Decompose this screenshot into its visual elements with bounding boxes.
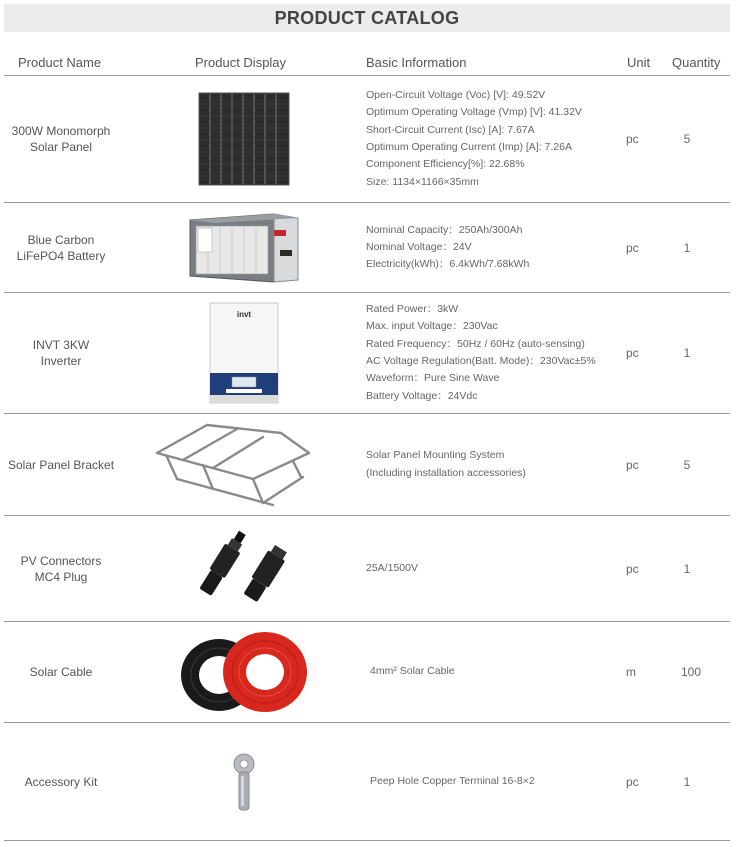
info-line: Solar Panel Mounting System — [366, 449, 505, 462]
product-unit: pc — [626, 240, 639, 255]
product-info — [366, 293, 616, 413]
inverter-image — [208, 301, 280, 405]
product-name-line: Blue Carbon — [27, 232, 95, 247]
product-info — [366, 516, 616, 621]
cable-image — [179, 627, 309, 717]
product-quantity: 5 — [683, 457, 691, 472]
header-unit: Unit — [627, 55, 651, 70]
product-info — [366, 414, 616, 515]
product-name-line: Solar Panel Bracket — [7, 457, 115, 472]
product-name — [4, 293, 118, 413]
header-product-display: Product Display — [195, 55, 287, 70]
header-quantity: Quantity — [672, 55, 721, 70]
header-basic-information: Basic Information — [366, 55, 467, 70]
inverter-brand-logo: invt — [236, 310, 252, 319]
info-line: Rated Power：3kW — [366, 303, 459, 316]
product-display — [150, 414, 320, 515]
product-name-line: PV Connectors — [20, 553, 102, 568]
product-name — [4, 622, 118, 722]
info-line: Max. input Voltage：230Vac — [366, 320, 498, 333]
product-display — [154, 76, 334, 202]
table-row — [4, 76, 730, 202]
info-line: AC Voltage Regulation(Batt. Mode)：230Vac±5% — [366, 355, 596, 367]
product-display — [154, 622, 334, 722]
info-line: Battery Voltage：24Vdc — [366, 389, 478, 402]
product-name-line: LiFePO4 Battery — [16, 248, 106, 263]
info-line: Short-Circuit Current (Isc) [A]: 7.67A — [366, 123, 535, 136]
product-name-line: Accessory Kit — [24, 774, 98, 789]
product-quantity: 5 — [683, 132, 691, 146]
info-line: Nominal Voltage：24V — [366, 240, 472, 253]
product-display — [154, 293, 334, 413]
info-line: Peep Hole Copper Terminal 16-8×2 — [370, 774, 535, 787]
product-name-line: Solar Panel — [29, 140, 93, 154]
connector-image — [189, 529, 299, 609]
product-name — [4, 723, 118, 840]
info-line: Optimum Operating Current (Imp) [A]: 7.26A — [366, 141, 572, 153]
info-line: 4mm² Solar Cable — [370, 665, 455, 678]
info-line: Size: 1134×1166×35mm — [366, 175, 479, 188]
solar-panel-image — [198, 92, 290, 186]
product-name — [4, 76, 118, 202]
info-line: 25A/1500V — [366, 561, 418, 574]
product-unit: pc — [626, 132, 639, 146]
product-info — [366, 76, 616, 202]
product-name-line: 300W Monomorph — [11, 124, 111, 138]
info-line: Electricity(kWh)：6.4kWh/7.68kWh — [366, 258, 530, 271]
product-quantity: 1 — [683, 561, 691, 576]
product-info — [366, 203, 616, 292]
product-info — [370, 723, 620, 840]
product-unit: m — [626, 665, 636, 679]
product-unit: pc — [626, 561, 639, 576]
product-name-line: INVT 3KW — [32, 338, 90, 352]
table-row — [4, 203, 730, 292]
product-display — [154, 516, 334, 621]
product-quantity: 100 — [680, 665, 702, 679]
info-line: Open-Circuit Voltage (Voc) [V]: 49.52V — [366, 89, 546, 102]
bracket-image — [153, 419, 317, 511]
product-name-line: Inverter — [40, 354, 82, 368]
product-quantity: 1 — [683, 346, 691, 360]
info-line: Rated Frequency：50Hz / 60Hz (auto-sensing) — [366, 337, 585, 350]
table-row — [4, 293, 730, 413]
table-row — [4, 414, 730, 515]
product-unit: pc — [626, 774, 639, 789]
product-display — [154, 203, 334, 292]
catalog-title: PRODUCT CATALOG — [4, 4, 730, 32]
table-row — [4, 516, 730, 621]
info-line: (Including installation accessories) — [366, 466, 526, 479]
product-info — [370, 622, 620, 722]
terminal-image — [231, 752, 257, 812]
header-product-name: Product Name — [18, 55, 102, 70]
info-line: Component Efficiency[%]: 22.68% — [366, 158, 525, 171]
info-line: Optimum Operating Voltage (Vmp) [V]: 41.32V — [366, 106, 582, 119]
table-row — [4, 723, 730, 840]
product-name-line: MC4 Plug — [34, 569, 88, 584]
product-quantity: 1 — [683, 774, 691, 789]
info-line: Waveform：Pure Sine Wave — [366, 372, 500, 385]
table-row — [4, 622, 730, 722]
product-name — [4, 414, 118, 515]
product-name — [4, 203, 118, 292]
product-unit: pc — [626, 457, 639, 472]
battery-image — [188, 210, 300, 286]
product-display — [154, 723, 334, 840]
product-unit: pc — [626, 346, 639, 360]
product-name-line: Solar Cable — [29, 665, 93, 679]
info-line: Nominal Capacity：250Ah/300Ah — [366, 223, 523, 236]
product-name — [4, 516, 118, 621]
divider — [4, 840, 730, 841]
product-quantity: 1 — [683, 240, 691, 255]
